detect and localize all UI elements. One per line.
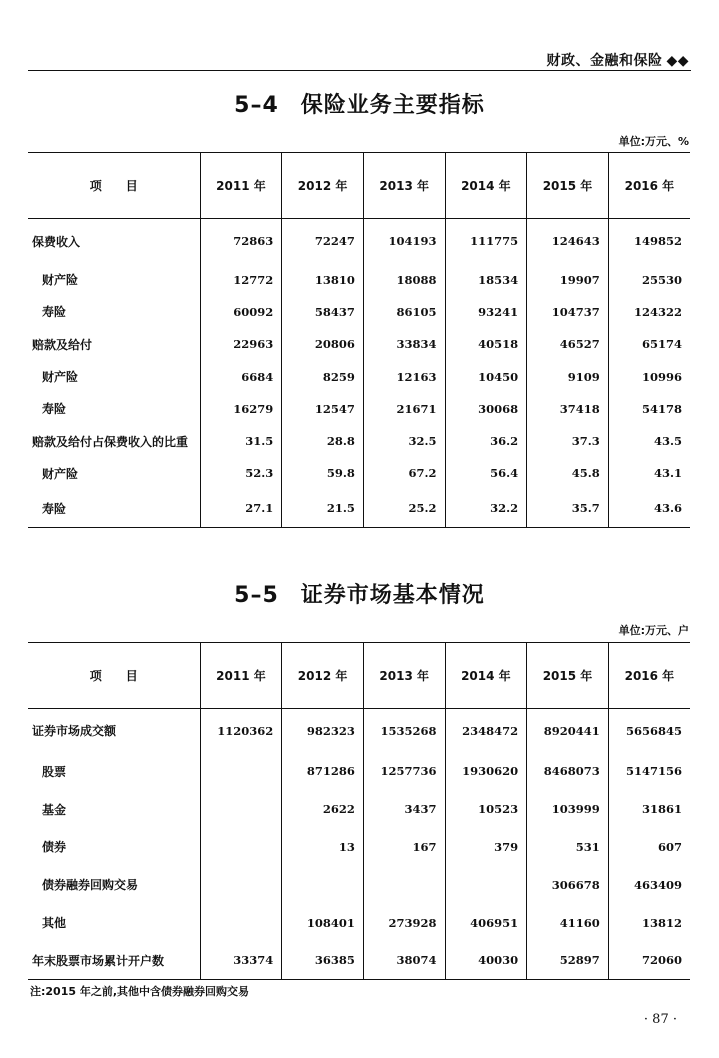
cell-value: 104193 (363, 219, 445, 264)
cell-value: 56.4 (445, 457, 527, 489)
cell-value: 1930620 (445, 753, 527, 791)
row-label: 寿险 (42, 402, 67, 417)
column-header: 项 目 (28, 643, 200, 709)
cell-value: 72247 (282, 219, 364, 264)
cell-value: 43.5 (608, 425, 690, 457)
cell-value: 35.7 (527, 490, 609, 528)
table-row (28, 457, 690, 489)
cell-value: 108401 (282, 904, 364, 942)
cell-value (445, 866, 527, 904)
column-header: 2013 年 (363, 643, 445, 709)
cell-value: 8920441 (527, 709, 609, 753)
cell-value: 111775 (445, 219, 527, 264)
table1-number: 5–4 (234, 93, 279, 118)
cell-value: 43.1 (608, 457, 690, 489)
table-row (28, 790, 690, 828)
table-row (28, 941, 690, 979)
cell-value: 167 (363, 828, 445, 866)
row-label: 财产险 (42, 370, 79, 385)
cell-value: 37.3 (527, 425, 609, 457)
table2-title-text: 证券市场基本情况 (300, 583, 485, 608)
table-row (28, 866, 690, 904)
cell-value: 36385 (282, 941, 364, 979)
table2-title (0, 578, 719, 609)
cell-value (200, 790, 282, 828)
cell-value: 59.8 (282, 457, 364, 489)
cell-value: 531 (527, 828, 609, 866)
cell-value: 6684 (200, 360, 282, 392)
cell-value: 46527 (527, 328, 609, 360)
cell-value: 52897 (527, 941, 609, 979)
running-header (546, 50, 689, 70)
cell-value (282, 866, 364, 904)
cell-value: 72060 (608, 941, 690, 979)
table-row (28, 328, 690, 360)
cell-value: 25530 (608, 264, 690, 296)
cell-value: 8468073 (527, 753, 609, 791)
cell-value: 9109 (527, 360, 609, 392)
table-row (28, 296, 690, 328)
cell-value: 13812 (608, 904, 690, 942)
column-header: 2012 年 (282, 643, 364, 709)
table-row (28, 360, 690, 392)
row-label: 证券市场成交额 (32, 724, 117, 739)
cell-value: 41160 (527, 904, 609, 942)
cell-value: 40518 (445, 328, 527, 360)
cell-value: 8259 (282, 360, 364, 392)
table-row (28, 904, 690, 942)
row-label: 年末股票市场累计开户数 (28, 941, 200, 979)
cell-value: 28.8 (282, 425, 364, 457)
cell-value: 1535268 (363, 709, 445, 753)
table-row (28, 490, 690, 528)
row-label: 基金 (42, 802, 67, 817)
cell-value: 1257736 (363, 753, 445, 791)
cell-value: 52.3 (200, 457, 282, 489)
cell-value: 18534 (445, 264, 527, 296)
cell-value: 10996 (608, 360, 690, 392)
table-row (28, 828, 690, 866)
table-row (28, 709, 690, 753)
row-label: 债券融券回购交易 (42, 878, 139, 893)
table1-title (0, 88, 719, 119)
cell-value: 27.1 (200, 490, 282, 528)
cell-value: 72863 (200, 219, 282, 264)
cell-value (200, 866, 282, 904)
cell-value: 104737 (527, 296, 609, 328)
cell-value: 31.5 (200, 425, 282, 457)
row-label: 赔款及给付 (32, 337, 93, 352)
table-row (28, 753, 690, 791)
column-header: 2011 年 (200, 153, 282, 219)
table1-title-text: 保险业务主要指标 (300, 93, 485, 118)
cell-value: 10450 (445, 360, 527, 392)
cell-value: 149852 (608, 219, 690, 264)
table-footnote: 注:2015 年之前,其他中含债券融券回购交易 (30, 985, 250, 998)
cell-value: 21671 (363, 393, 445, 425)
cell-value: 25.2 (363, 490, 445, 528)
table-row (28, 393, 690, 425)
column-header: 2015 年 (527, 643, 609, 709)
diamond-icon: ◆◆ (666, 53, 689, 69)
row-label: 寿险 (28, 490, 200, 528)
cell-value: 16279 (200, 393, 282, 425)
cell-value: 40030 (445, 941, 527, 979)
row-label: 赔款及给付占保费收入的比重 (32, 434, 189, 449)
cell-value: 871286 (282, 753, 364, 791)
row-label: 寿险 (42, 305, 67, 320)
cell-value: 12163 (363, 360, 445, 392)
cell-value: 19907 (527, 264, 609, 296)
cell-value: 67.2 (363, 457, 445, 489)
cell-value: 982323 (282, 709, 364, 753)
cell-value: 32.5 (363, 425, 445, 457)
page-number: · 87 · (643, 1012, 677, 1027)
cell-value: 1120362 (200, 709, 282, 753)
cell-value: 38074 (363, 941, 445, 979)
table-row (28, 219, 690, 264)
section-title: 财政、金融和保险 (546, 53, 663, 69)
cell-value: 58437 (282, 296, 364, 328)
cell-value: 12772 (200, 264, 282, 296)
cell-value: 93241 (445, 296, 527, 328)
column-header: 项 目 (28, 153, 200, 219)
cell-value: 607 (608, 828, 690, 866)
securities-table (28, 642, 690, 980)
cell-value: 32.2 (445, 490, 527, 528)
column-header: 2014 年 (445, 153, 527, 219)
cell-value: 406951 (445, 904, 527, 942)
cell-value: 379 (445, 828, 527, 866)
table1-unit: 单位:万元、% (618, 135, 689, 148)
cell-value (200, 904, 282, 942)
cell-value: 13810 (282, 264, 364, 296)
cell-value: 124643 (527, 219, 609, 264)
cell-value: 30068 (445, 393, 527, 425)
cell-value: 31861 (608, 790, 690, 828)
cell-value: 2622 (282, 790, 364, 828)
cell-value: 65174 (608, 328, 690, 360)
row-label: 其他 (42, 916, 67, 931)
cell-value: 124322 (608, 296, 690, 328)
table-row (28, 425, 690, 457)
cell-value: 20806 (282, 328, 364, 360)
cell-value: 22963 (200, 328, 282, 360)
cell-value: 306678 (527, 866, 609, 904)
cell-value: 463409 (608, 866, 690, 904)
cell-value: 5147156 (608, 753, 690, 791)
cell-value: 37418 (527, 393, 609, 425)
cell-value: 3437 (363, 790, 445, 828)
cell-value: 33834 (363, 328, 445, 360)
cell-value: 10523 (445, 790, 527, 828)
row-label: 财产险 (42, 466, 79, 481)
column-header: 2016 年 (608, 643, 690, 709)
table2-unit: 单位:万元、户 (618, 624, 689, 637)
cell-value (200, 828, 282, 866)
row-label: 股票 (42, 764, 67, 779)
cell-value (363, 866, 445, 904)
cell-value: 12547 (282, 393, 364, 425)
row-label: 保费收入 (32, 234, 81, 249)
column-header: 2014 年 (445, 643, 527, 709)
cell-value: 33374 (200, 941, 282, 979)
cell-value: 43.6 (608, 490, 690, 528)
cell-value (200, 753, 282, 791)
column-header: 2012 年 (282, 153, 364, 219)
table-header-row (28, 153, 690, 219)
table-header-row (28, 643, 690, 709)
row-label: 债券 (42, 840, 67, 855)
column-header: 2015 年 (527, 153, 609, 219)
column-header: 2011 年 (200, 643, 282, 709)
column-header: 2013 年 (363, 153, 445, 219)
cell-value: 36.2 (445, 425, 527, 457)
cell-value: 18088 (363, 264, 445, 296)
cell-value: 2348472 (445, 709, 527, 753)
cell-value: 86105 (363, 296, 445, 328)
header-rule (28, 70, 691, 71)
cell-value: 54178 (608, 393, 690, 425)
row-label: 财产险 (42, 273, 79, 288)
cell-value: 13 (282, 828, 364, 866)
cell-value: 5656845 (608, 709, 690, 753)
column-header: 2016 年 (608, 153, 690, 219)
cell-value: 103999 (527, 790, 609, 828)
table2-number: 5–5 (234, 583, 279, 608)
table-row (28, 264, 690, 296)
cell-value: 273928 (363, 904, 445, 942)
cell-value: 21.5 (282, 490, 364, 528)
cell-value: 45.8 (527, 457, 609, 489)
insurance-table (28, 152, 690, 528)
cell-value: 60092 (200, 296, 282, 328)
